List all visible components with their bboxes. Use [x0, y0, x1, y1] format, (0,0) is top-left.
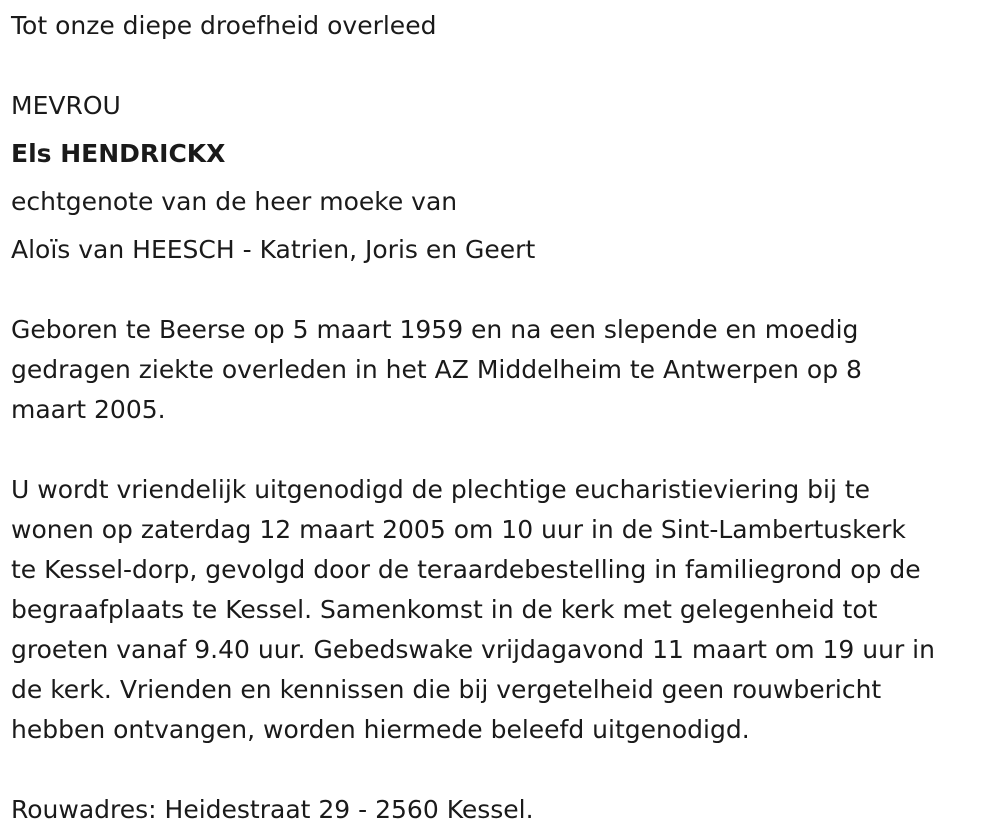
birth-line: Geboren te Beerse op 5 maart 1959 en na een slepende en moedig [11, 315, 859, 344]
salutation: MEVROU [11, 91, 121, 120]
deceased-name: Els HENDRICKX [11, 139, 226, 168]
invite-line: hebben ontvangen, worden hiermede beleefd uitgenodigd. [11, 715, 750, 744]
invite-line: te Kessel-dorp, gevolgd door de teraardebestelling in familiegrond op de [11, 555, 921, 584]
invite-line: wonen op zaterdag 12 maart 2005 om 10 uur in de Sint-Lambertuskerk [11, 515, 906, 544]
invitation-paragraph [11, 470, 996, 750]
birth-death-paragraph [11, 310, 996, 430]
birth-line: gedragen ziekte overleden in het AZ Middelheim te Antwerpen op 8 [11, 355, 862, 384]
invite-line: begraafplaats te Kessel. Samenkomst in de kerk met gelegenheid tot [11, 595, 878, 624]
mourning-address: Rouwadres: Heidestraat 29 - 2560 Kessel. [11, 795, 534, 824]
family-names: Aloïs van HEESCH - Katrien, Joris en Geert [11, 235, 536, 264]
invite-line: groeten vanaf 9.40 uur. Gebedswake vrijdagavond 11 maart om 19 uur in [11, 635, 935, 664]
intro-text: Tot onze diepe droefheid overleed [11, 11, 437, 40]
invite-line: de kerk. Vrienden en kennissen die bij vergetelheid geen rouwbericht [11, 675, 882, 704]
invite-line: U wordt vriendelijk uitgenodigd de plechtige eucharistieviering bij te [11, 475, 871, 504]
relation-text: echtgenote van de heer moeke van [11, 187, 458, 216]
birth-line: maart 2005. [11, 395, 166, 424]
